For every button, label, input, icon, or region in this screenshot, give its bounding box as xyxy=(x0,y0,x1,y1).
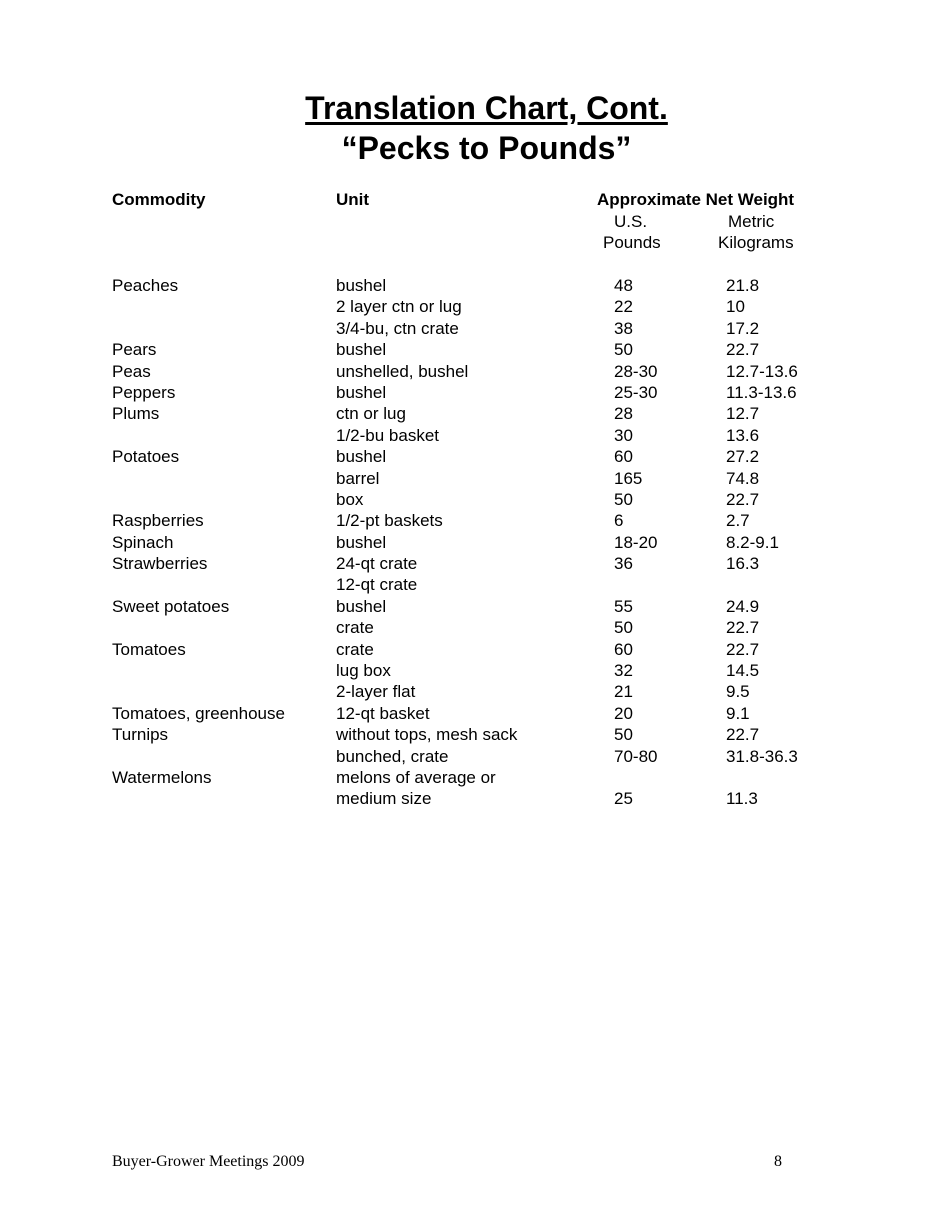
kilograms-cell: 22.7 xyxy=(726,340,760,360)
unit-cell: bushel xyxy=(336,447,387,467)
commodity-cell: Raspberries xyxy=(112,511,204,531)
page-number: 8 xyxy=(774,1153,782,1170)
kilograms-cell: 8.2-9.1 xyxy=(726,532,779,552)
pounds-cell: 60 xyxy=(614,639,633,659)
unit-cell: bushel xyxy=(336,382,387,402)
pounds-cell: 60 xyxy=(614,447,633,467)
kilograms-cell: 17.2 xyxy=(726,318,760,338)
kilograms-cell: 27.2 xyxy=(726,447,760,467)
table-row xyxy=(0,681,950,702)
pounds-cell: 165 xyxy=(614,468,643,488)
unit-cell: without tops, mesh sack xyxy=(336,725,518,745)
table-row xyxy=(0,532,950,553)
table-row xyxy=(0,318,950,339)
table-row xyxy=(0,296,950,317)
commodity-cell: Peppers xyxy=(112,382,176,402)
pounds-cell: 55 xyxy=(614,596,633,616)
kilograms-cell: 22.7 xyxy=(726,639,760,659)
pounds-cell: 20 xyxy=(614,703,633,723)
pounds-cell: 50 xyxy=(614,725,633,745)
unit-cell: lug box xyxy=(336,661,391,681)
kilograms-cell: 21.8 xyxy=(726,276,760,295)
table-row xyxy=(0,703,950,724)
kilograms-cell: 16.3 xyxy=(726,554,760,574)
commodity-cell: Watermelons xyxy=(112,767,212,787)
kilograms-cell: 12.7-13.6 xyxy=(726,361,798,381)
conversion-table xyxy=(0,275,950,810)
pounds-cell: 22 xyxy=(614,297,633,317)
table-row xyxy=(0,361,950,382)
pounds-cell: 6 xyxy=(614,511,624,531)
commodity-cell: Turnips xyxy=(112,725,169,745)
pounds-cell: 70-80 xyxy=(614,746,658,766)
table-row xyxy=(0,596,950,617)
table-row xyxy=(0,553,950,574)
kilograms-cell: 13.6 xyxy=(726,425,760,445)
unit-cell: 3/4-bu, ctn crate xyxy=(336,318,459,338)
footer-title: Buyer-Grower Meetings 2009 xyxy=(112,1153,305,1170)
kilograms-cell: 12.7 xyxy=(726,404,760,424)
commodity-cell: Spinach xyxy=(112,532,174,552)
table-row xyxy=(0,510,950,531)
table-row xyxy=(0,339,950,360)
kilograms-cell: 74.8 xyxy=(726,468,760,488)
commodity-cell: Tomatoes, greenhouse xyxy=(112,703,285,723)
pounds-cell: 21 xyxy=(614,682,633,702)
title-line-1: Translation Chart, Cont. xyxy=(305,90,668,126)
page-title xyxy=(0,88,950,168)
kilograms-cell: 10 xyxy=(726,297,745,317)
header-pounds: Pounds xyxy=(603,233,661,252)
unit-cell: box xyxy=(336,489,364,509)
pounds-cell: 28-30 xyxy=(614,361,658,381)
unit-cell: 2 layer ctn or lug xyxy=(336,297,462,317)
header-unit: Unit xyxy=(336,190,370,209)
table-row xyxy=(0,275,950,296)
commodity-cell: Sweet potatoes xyxy=(112,596,230,616)
table-row xyxy=(0,724,950,745)
unit-cell: 12-qt basket xyxy=(336,703,430,723)
commodity-cell: Peas xyxy=(112,361,151,381)
table-row xyxy=(0,746,950,767)
header-approximate-net-weight: Approximate Net Weight xyxy=(597,190,795,209)
pounds-cell: 38 xyxy=(614,318,633,338)
title-line-2: “Pecks to Pounds” xyxy=(341,130,632,166)
kilograms-cell: 11.3 xyxy=(726,789,758,809)
unit-cell: 2-layer flat xyxy=(336,682,416,702)
unit-cell: ctn or lug xyxy=(336,404,406,424)
commodity-cell: Strawberries xyxy=(112,554,208,574)
kilograms-cell: 2.7 xyxy=(726,511,750,531)
unit-cell: crate xyxy=(336,639,374,659)
pounds-cell: 48 xyxy=(614,276,633,295)
kilograms-cell: 22.7 xyxy=(726,489,760,509)
kilograms-cell: 11.3-13.6 xyxy=(726,382,797,402)
table-row xyxy=(0,767,950,788)
kilograms-cell: 14.5 xyxy=(726,661,760,681)
table-row xyxy=(0,489,950,510)
kilograms-cell: 24.9 xyxy=(726,596,760,616)
table-row xyxy=(0,788,950,809)
header-kilograms: Kilograms xyxy=(718,233,794,252)
kilograms-cell: 22.7 xyxy=(726,618,760,638)
unit-cell: bushel xyxy=(336,276,387,295)
header-metric: Metric xyxy=(728,212,775,231)
unit-cell: crate xyxy=(336,618,374,638)
pounds-cell: 36 xyxy=(614,554,633,574)
table-row xyxy=(0,574,950,595)
table-row xyxy=(0,446,950,467)
unit-cell: melons of average or xyxy=(336,767,496,787)
commodity-cell: Tomatoes xyxy=(112,639,186,659)
pounds-cell: 50 xyxy=(614,340,633,360)
kilograms-cell: 31.8-36.3 xyxy=(726,746,798,766)
unit-cell: 1/2-bu basket xyxy=(336,425,440,445)
commodity-cell: Potatoes xyxy=(112,447,180,467)
commodity-cell: Peaches xyxy=(112,276,179,295)
table-row xyxy=(0,382,950,403)
pounds-cell: 28 xyxy=(614,404,633,424)
kilograms-cell: 9.5 xyxy=(726,682,750,702)
unit-cell: bushel xyxy=(336,596,387,616)
table-row xyxy=(0,617,950,638)
unit-cell: 12-qt crate xyxy=(336,575,418,595)
unit-cell: 24-qt crate xyxy=(336,554,418,574)
table-row xyxy=(0,639,950,660)
header-commodity: Commodity xyxy=(112,190,206,209)
unit-cell: bushel xyxy=(336,532,387,552)
unit-cell: 1/2-pt baskets xyxy=(336,511,443,531)
table-row xyxy=(0,403,950,424)
table-row xyxy=(0,660,950,681)
pounds-cell: 32 xyxy=(614,661,633,681)
unit-cell: barrel xyxy=(336,468,380,488)
unit-cell: unshelled, bushel xyxy=(336,361,469,381)
table-row xyxy=(0,468,950,489)
unit-cell: medium size xyxy=(336,789,432,809)
unit-cell: bushel xyxy=(336,340,387,360)
pounds-cell: 50 xyxy=(614,489,633,509)
commodity-cell: Pears xyxy=(112,340,157,360)
pounds-cell: 30 xyxy=(614,425,633,445)
unit-cell: bunched, crate xyxy=(336,746,449,766)
header-us: U.S. xyxy=(614,212,648,231)
pounds-cell: 25 xyxy=(614,789,633,809)
table-row xyxy=(0,425,950,446)
pounds-cell: 50 xyxy=(614,618,633,638)
kilograms-cell: 22.7 xyxy=(726,725,760,745)
pounds-cell: 25-30 xyxy=(614,382,658,402)
pounds-cell: 18-20 xyxy=(614,532,658,552)
commodity-cell: Plums xyxy=(112,404,160,424)
kilograms-cell: 9.1 xyxy=(726,703,750,723)
